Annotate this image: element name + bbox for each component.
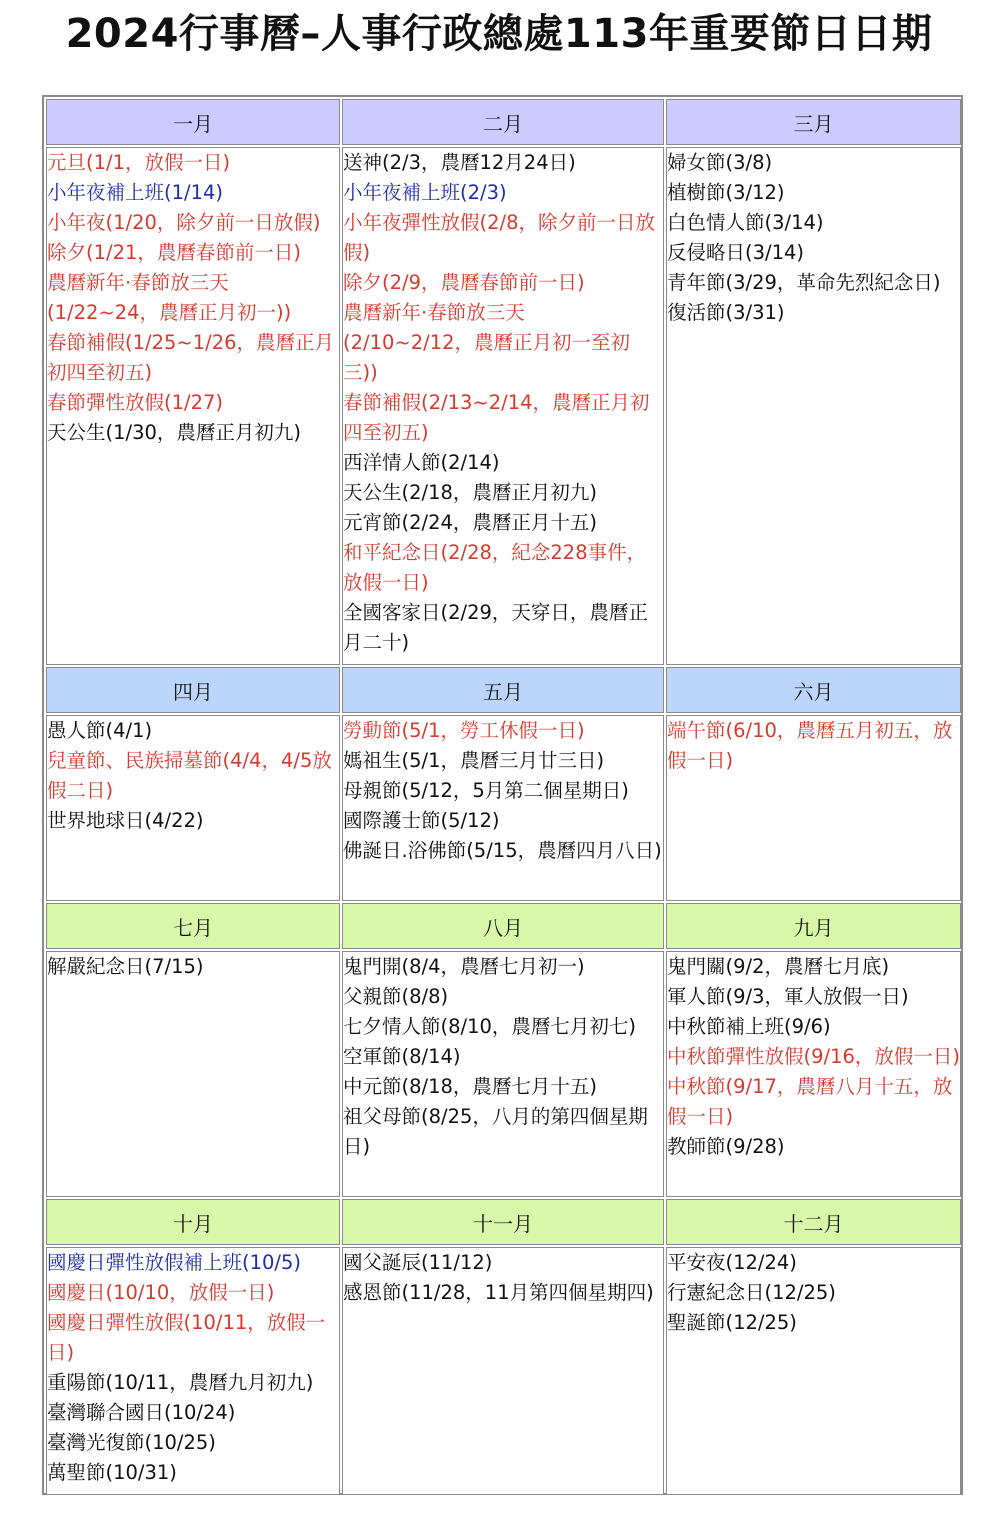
holiday-entry: 國父誕辰(11/12) — [343, 1251, 493, 1274]
holiday-entry: 和平紀念日(2/28，紀念228事件，放假一日) — [343, 541, 647, 594]
holiday-entry: 端午節(6/10，農曆五月初五，放假一日) — [667, 719, 953, 772]
month-events-cell — [666, 147, 961, 665]
holiday-entry: 國慶日(10/10，放假一日) — [47, 1281, 275, 1304]
month-header-row — [46, 99, 961, 145]
holiday-entry: 行憲紀念日(12/25) — [667, 1281, 836, 1304]
month-header: 四月 — [46, 667, 340, 713]
month-events-cell — [46, 951, 340, 1197]
month-header-row — [46, 667, 961, 713]
month-events-cell — [666, 1247, 961, 1495]
holiday-entry: (1/22~24，農曆正月初一)) — [47, 301, 292, 324]
holiday-entry: 解嚴紀念日(7/15) — [47, 955, 204, 978]
holiday-entry: 全國客家日(2/29，天穿日，農曆正月二十) — [343, 601, 648, 654]
holiday-entry: 白色情人節(3/14) — [667, 211, 824, 234]
holiday-entry: 勞動節(5/1，勞工休假一日) — [343, 719, 585, 742]
events-row — [46, 715, 961, 901]
holiday-entry: 感恩節(11/28，11月第四個星期四) — [343, 1281, 654, 1304]
holiday-entry: 元宵節(2/24，農曆正月十五) — [343, 511, 598, 534]
holiday-entry: 父親節(8/8) — [343, 985, 449, 1008]
month-header: 三月 — [666, 99, 961, 145]
month-header: 五月 — [342, 667, 664, 713]
holiday-entry: 國際護士節(5/12) — [343, 809, 500, 832]
month-events-cell — [342, 147, 664, 665]
month-header-row — [46, 903, 961, 949]
holiday-entry: 中秋節補上班(9/6) — [667, 1015, 831, 1038]
month-events-cell — [46, 147, 340, 665]
holiday-entry: 兒童節、民族掃墓節(4/4，4/5放假二日) — [47, 749, 332, 802]
holiday-entry: 萬聖節(10/31) — [47, 1461, 177, 1484]
holiday-entry: 送神(2/3，農曆12月24日) — [343, 151, 576, 174]
month-header: 十一月 — [342, 1199, 664, 1245]
month-header: 二月 — [342, 99, 664, 145]
holiday-entry: 母親節(5/12，5月第二個星期日) — [343, 779, 629, 802]
holiday-entry: 軍人節(9/3，軍人放假一日) — [667, 985, 909, 1008]
holiday-entry: 除夕(2/9，農曆春節前一日) — [343, 271, 585, 294]
holiday-entry: 臺灣聯合國日(10/24) — [47, 1401, 236, 1424]
holiday-entry: 佛誕日.浴佛節(5/15，農曆四月八日) — [343, 839, 662, 862]
events-row — [46, 1247, 961, 1495]
month-events-cell — [666, 715, 961, 901]
month-events-cell — [666, 951, 961, 1197]
holiday-entry: 小年夜補上班(1/14) — [47, 181, 224, 204]
holiday-entry: 農曆新年·春節放三天 — [47, 271, 229, 294]
holiday-entry: 西洋情人節(2/14) — [343, 451, 500, 474]
holiday-entry: 復活節(3/31) — [667, 301, 785, 324]
holiday-entry: 青年節(3/29，革命先烈紀念日) — [667, 271, 941, 294]
holiday-entry: 中秋節(9/17，農曆八月十五，放假一日) — [667, 1075, 953, 1128]
holiday-entry: 世界地球日(4/22) — [47, 809, 204, 832]
holiday-entry: 祖父母節(8/25，八月的第四個星期日) — [343, 1105, 648, 1158]
holiday-entry: 鬼門關(9/2，農曆七月底) — [667, 955, 890, 978]
holiday-entry: 中元節(8/18，農曆七月十五) — [343, 1075, 598, 1098]
holiday-entry: 鬼門開(8/4，農曆七月初一) — [343, 955, 585, 978]
holiday-entry: 天公生(1/30，農曆正月初九) — [47, 421, 302, 444]
holiday-entry: (2/10~2/12，農曆正月初一至初三)) — [343, 331, 631, 384]
holiday-entry: 農曆新年·春節放三天 — [343, 301, 525, 324]
holiday-entry: 聖誕節(12/25) — [667, 1311, 797, 1334]
month-header: 一月 — [46, 99, 340, 145]
month-events-cell — [46, 715, 340, 901]
holiday-entry: 婦女節(3/8) — [667, 151, 773, 174]
month-events-cell — [342, 951, 664, 1197]
holiday-entry: 小年夜補上班(2/3) — [343, 181, 507, 204]
holiday-entry: 天公生(2/18，農曆正月初九) — [343, 481, 598, 504]
holiday-entry: 臺灣光復節(10/25) — [47, 1431, 216, 1454]
holiday-entry: 重陽節(10/11，農曆九月初九) — [47, 1371, 314, 1394]
holiday-entry: 元旦(1/1，放假一日) — [47, 151, 231, 174]
month-events-cell — [46, 1247, 340, 1495]
holiday-entry: 國慶日彈性放假補上班(10/5) — [47, 1251, 302, 1274]
holiday-entry: 小年夜彈性放假(2/8，除夕前一日放假) — [343, 211, 655, 264]
page-title: 2024行事曆–人事行政總處113年重要節日日期 — [65, 11, 933, 57]
month-events-cell — [342, 1247, 664, 1495]
holiday-entry: 春節補假(2/13~2/14，農曆正月初四至初五) — [343, 391, 650, 444]
holiday-entry: 七夕情人節(8/10，農曆七月初七) — [343, 1015, 637, 1038]
month-header: 十月 — [46, 1199, 340, 1245]
holiday-entry: 媽祖生(5/1，農曆三月廿三日) — [343, 749, 605, 772]
month-header: 八月 — [342, 903, 664, 949]
holiday-entry: 愚人節(4/1) — [47, 719, 153, 742]
holiday-entry: 反侵略日(3/14) — [667, 241, 805, 264]
holiday-entry: 中秋節彈性放假(9/16，放假一日) — [667, 1045, 961, 1068]
events-row — [46, 147, 961, 665]
holiday-entry: 春節補假(1/25~1/26，農曆正月初四至初五) — [47, 331, 335, 384]
month-header: 六月 — [666, 667, 961, 713]
holiday-calendar-table — [44, 97, 963, 1497]
holiday-entry: 國慶日彈性放假(10/11，放假一日) — [47, 1311, 326, 1364]
month-header: 十二月 — [666, 1199, 961, 1245]
holiday-entry: 教師節(9/28) — [667, 1135, 785, 1158]
month-header: 七月 — [46, 903, 340, 949]
holiday-entry: 小年夜(1/20，除夕前一日放假) — [47, 211, 321, 234]
month-header-row — [46, 1199, 961, 1245]
holiday-entry: 植樹節(3/12) — [667, 181, 785, 204]
month-header: 九月 — [666, 903, 961, 949]
holiday-entry: 除夕(1/21，農曆春節前一日) — [47, 241, 302, 264]
holiday-entry: 空軍節(8/14) — [343, 1045, 461, 1068]
holiday-entry: 春節彈性放假(1/27) — [47, 391, 224, 414]
holiday-entry: 平安夜(12/24) — [667, 1251, 797, 1274]
events-row — [46, 951, 961, 1197]
month-events-cell — [342, 715, 664, 901]
